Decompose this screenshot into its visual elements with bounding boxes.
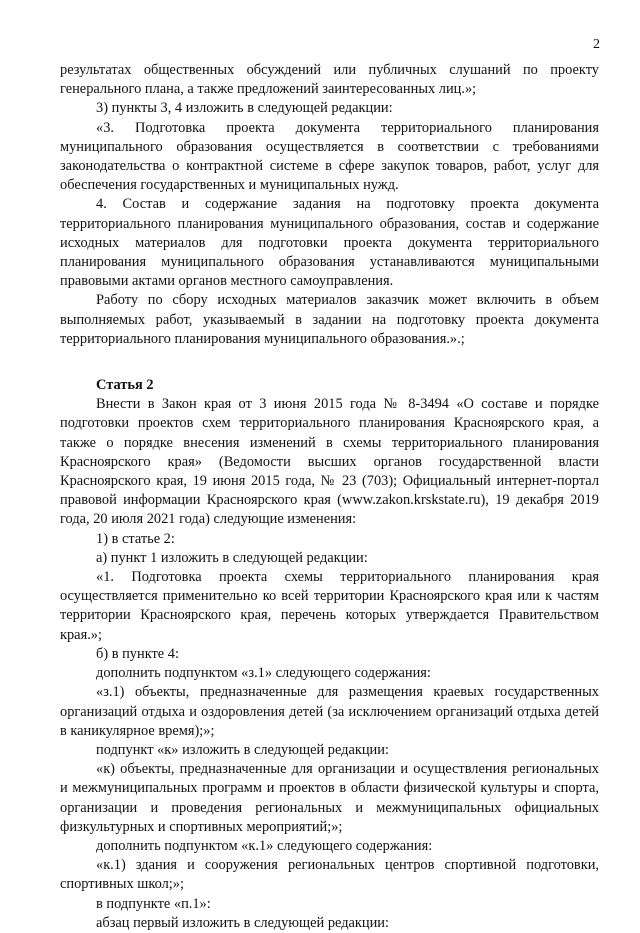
- item-1a: а) пункт 1 изложить в следующей редакции:: [96, 549, 368, 566]
- paragraph-point-3-text: «3. Подготовка проекта документа территориального планирования муниципального образования осуществляется в соответствии с требованиями законодательства о контрактной системе в сфере закупок товаров, работ, услуг для обеспечения государственных и муниципальных нужд.: [60, 119, 599, 194]
- subpoint-p1-first-paragraph: абзац первый изложить в следующей редакции:: [96, 914, 390, 931]
- subpoint-z1-text: «з.1) объекты, предназначенные для размещения краевых государственных организаций отдыха и оздоровления детей (за исключением организаций отдыха детей в каникулярное время);»;: [60, 684, 599, 739]
- article-2-heading: Статья 2: [96, 377, 154, 394]
- subpoint-k-intro: подпункт «к» изложить в следующей редакции:: [96, 741, 389, 758]
- paragraph-points-3-4: 3) пункты 3, 4 изложить в следующей редакции:: [96, 100, 393, 117]
- subpoint-k-text: «к) объекты, предназначенные для организации и осуществления региональных и межмуниципальных программ и проектов в области физической культуры и спорта, организации и проведения региональных и межмуниципальных официальных физкультурных и спортивных мероприятий;»;: [60, 761, 599, 835]
- subpoint-p1-intro: в подпункте «п.1»:: [96, 895, 211, 912]
- subpoint-k1-text: «к.1) здания и сооружения региональных центров спортивной подготовки, спортивных школ;»;: [60, 857, 599, 893]
- document-body: [60, 61, 599, 933]
- item-1b: б) в пункте 4:: [96, 645, 179, 662]
- item-1a-text: «1. Подготовка проекта схемы территориального планирования края осуществляется применительно ко всей территории Красноярского края или к частям территории Красноярского края, перечень которых утверждается Правительством края.»;: [60, 569, 599, 643]
- item-1-article-2: 1) в статье 2:: [96, 530, 175, 547]
- page-number: 2: [593, 37, 600, 52]
- paragraph-source-materials: Работу по сбору исходных материалов заказчик может включить в объем выполняемых работ, указываемый в задании на подготовку проекта документа территориального планирования муниципального образования.».;: [60, 292, 599, 347]
- article-2-intro: Внести в Закон края от 3 июня 2015 года № 8-3494 «О составе и порядке подготовки проектов схем территориального планирования Красноярского края, а также о порядке внесения изменений в схемы территориального планирования Красноярского края» (Ведомости высших органов государственной власти Красноярского края, 19 июня 2015 года, № 23 (703); Официальный интернет-портал правовой информации Красноярского края (www.zakon.krskstate.ru), 19 декабря 2019 года, 20 июля 2021 года) следующие изменения:: [60, 396, 599, 528]
- add-subpoint-z1: дополнить подпунктом «з.1» следующего содержания:: [96, 665, 431, 682]
- add-subpoint-k1: дополнить подпунктом «к.1» следующего содержания:: [96, 837, 433, 854]
- paragraph-results-public-discussions: результатах общественных обсуждений или публичных слушаний по проекту генерального плана, а также предложений заинтересованных лиц.»;: [60, 62, 599, 98]
- paragraph-point-4-text: 4. Состав и содержание задания на подготовку проекта документа территориального планирования муниципального образования, состав и содержание исходных материалов для подготовки проекта документа территориального планирования муниципального образования устанавливаются муниципальными правовыми актами органов местного самоуправления.: [60, 196, 599, 290]
